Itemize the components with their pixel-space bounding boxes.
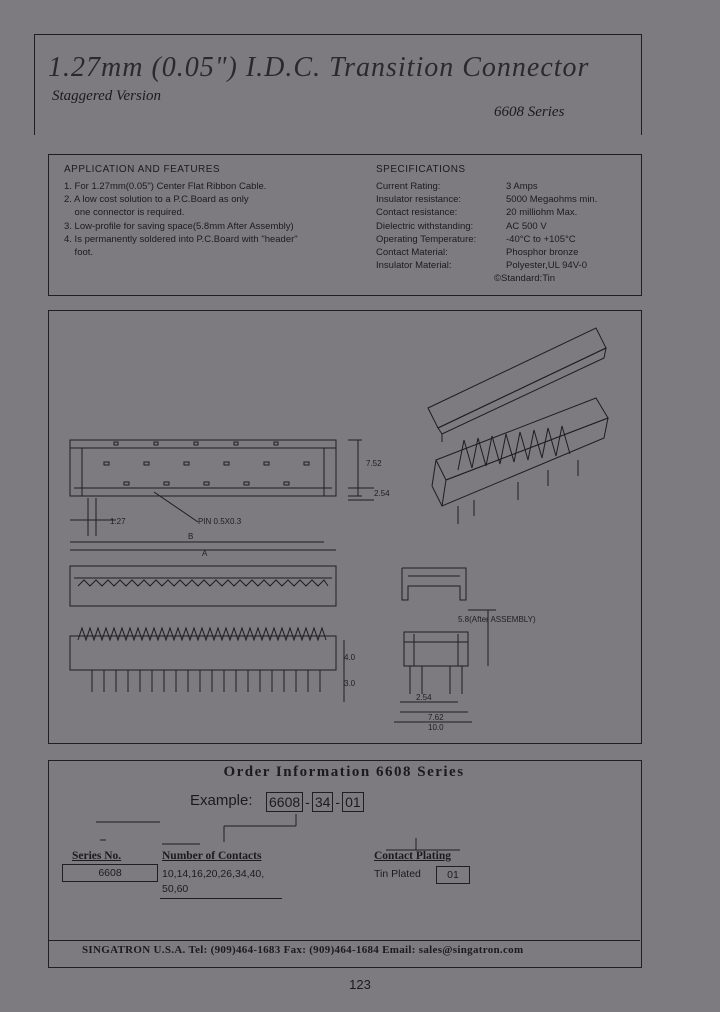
dim-label: 4.0 [344, 653, 356, 662]
spec-value: 20 milliohm Max. [506, 207, 578, 219]
page-subtitle: Staggered Version [52, 88, 162, 104]
feature-item: 4. Is permanently soldered into P.C.Board with "header" foot. [64, 233, 298, 259]
contacts-value: 10,14,16,20,26,34,40, [162, 868, 265, 880]
footer-rule [48, 940, 640, 941]
page-number: 123 [349, 977, 371, 992]
specs-labels [376, 180, 476, 272]
isometric-view [428, 328, 608, 524]
contacts-value: 50,60 [162, 883, 189, 895]
features-list [64, 180, 374, 259]
plating-value: 01 [436, 866, 470, 884]
spec-label: Insulator resistance: [376, 194, 462, 206]
dim-label: A [202, 549, 208, 558]
spec-label: Dielectric withstanding: [376, 220, 474, 232]
series-tag: 6608 Series [494, 104, 565, 120]
technical-drawing [48, 310, 640, 742]
dim-label: 2.54 [416, 693, 432, 702]
contacts-title: Number of Contacts [162, 850, 262, 862]
series-no-title: Series No. [72, 850, 122, 862]
footer-contact: SINGATRON U.S.A. Tel: (909)464-1683 Fax: (909)464-1684 Email: sales@singatron.com [82, 944, 524, 956]
pin-note: PIN 0.5X0.3 [198, 517, 242, 526]
specs-values [494, 180, 598, 286]
series-no-value: 6608 [62, 864, 158, 882]
pin-leads [92, 670, 320, 692]
cross-section-upper [402, 568, 466, 600]
assembly-note: 5.8(After ASSEMBLY) [458, 615, 536, 624]
spec-value: -40°C to +105°C [506, 233, 576, 245]
example-code [266, 792, 364, 812]
dim-label: 10.0 [428, 723, 444, 732]
spec-label: Contact resistance: [376, 207, 458, 219]
spec-label: Contact Material: [376, 247, 448, 259]
code-separator: - [335, 794, 341, 810]
dim-label: 7.62 [428, 713, 444, 722]
page-title: 1.27mm (0.05") I.D.C. Transition Connector [48, 52, 590, 83]
plating-label: Tin Plated [374, 868, 421, 880]
spec-value: 5000 Megaohms min. [506, 194, 598, 206]
dim-label: 1.27 [110, 517, 126, 526]
feature-item: 2. A low cost solution to a P.C.Board as only one connector is required. [64, 194, 249, 219]
spec-value: Phosphor bronze [506, 247, 579, 259]
spec-label: Insulator Material: [376, 260, 452, 272]
contact-slots-row2 [104, 462, 309, 465]
contacts-underline [160, 898, 282, 899]
specs-heading: SPECIFICATIONS [376, 164, 466, 175]
feature-item: 3. Low-profile for saving space(5.8mm After Assembly) [64, 220, 294, 232]
code-plating-box: 01 [342, 792, 364, 812]
dim-label: 7.52 [366, 459, 382, 468]
contact-slots-row1 [114, 442, 278, 445]
spec-value: Polyester,UL 94V-0 [506, 260, 587, 272]
dim-label: 2.54 [374, 489, 390, 498]
features-heading: APPLICATION AND FEATURES [64, 164, 221, 175]
spec-value: 3 Amps [506, 181, 538, 192]
plating-title: Contact Plating [374, 850, 451, 862]
code-separator: - [305, 794, 310, 810]
feature-item: 1. For 1.27mm(0.05") Center Flat Ribbon Cable. [64, 181, 267, 192]
cross-section-lower [394, 610, 496, 722]
code-contacts-box: 34 [312, 792, 334, 812]
front-view-outline [70, 566, 336, 606]
dim-label: 3.0 [344, 679, 356, 688]
order-heading: Order Information 6608 Series [223, 764, 465, 780]
contact-slots-row3 [124, 482, 289, 485]
dim-label: B [188, 532, 194, 541]
spec-label: Current Rating: [376, 181, 441, 192]
spec-note: ©Standard:Tin [494, 273, 556, 285]
spec-label: Operating Temperature: [376, 233, 477, 245]
example-label: Example: [190, 792, 253, 809]
spec-value: AC 500 V [506, 220, 547, 232]
code-series-box: 6608 [266, 792, 303, 812]
